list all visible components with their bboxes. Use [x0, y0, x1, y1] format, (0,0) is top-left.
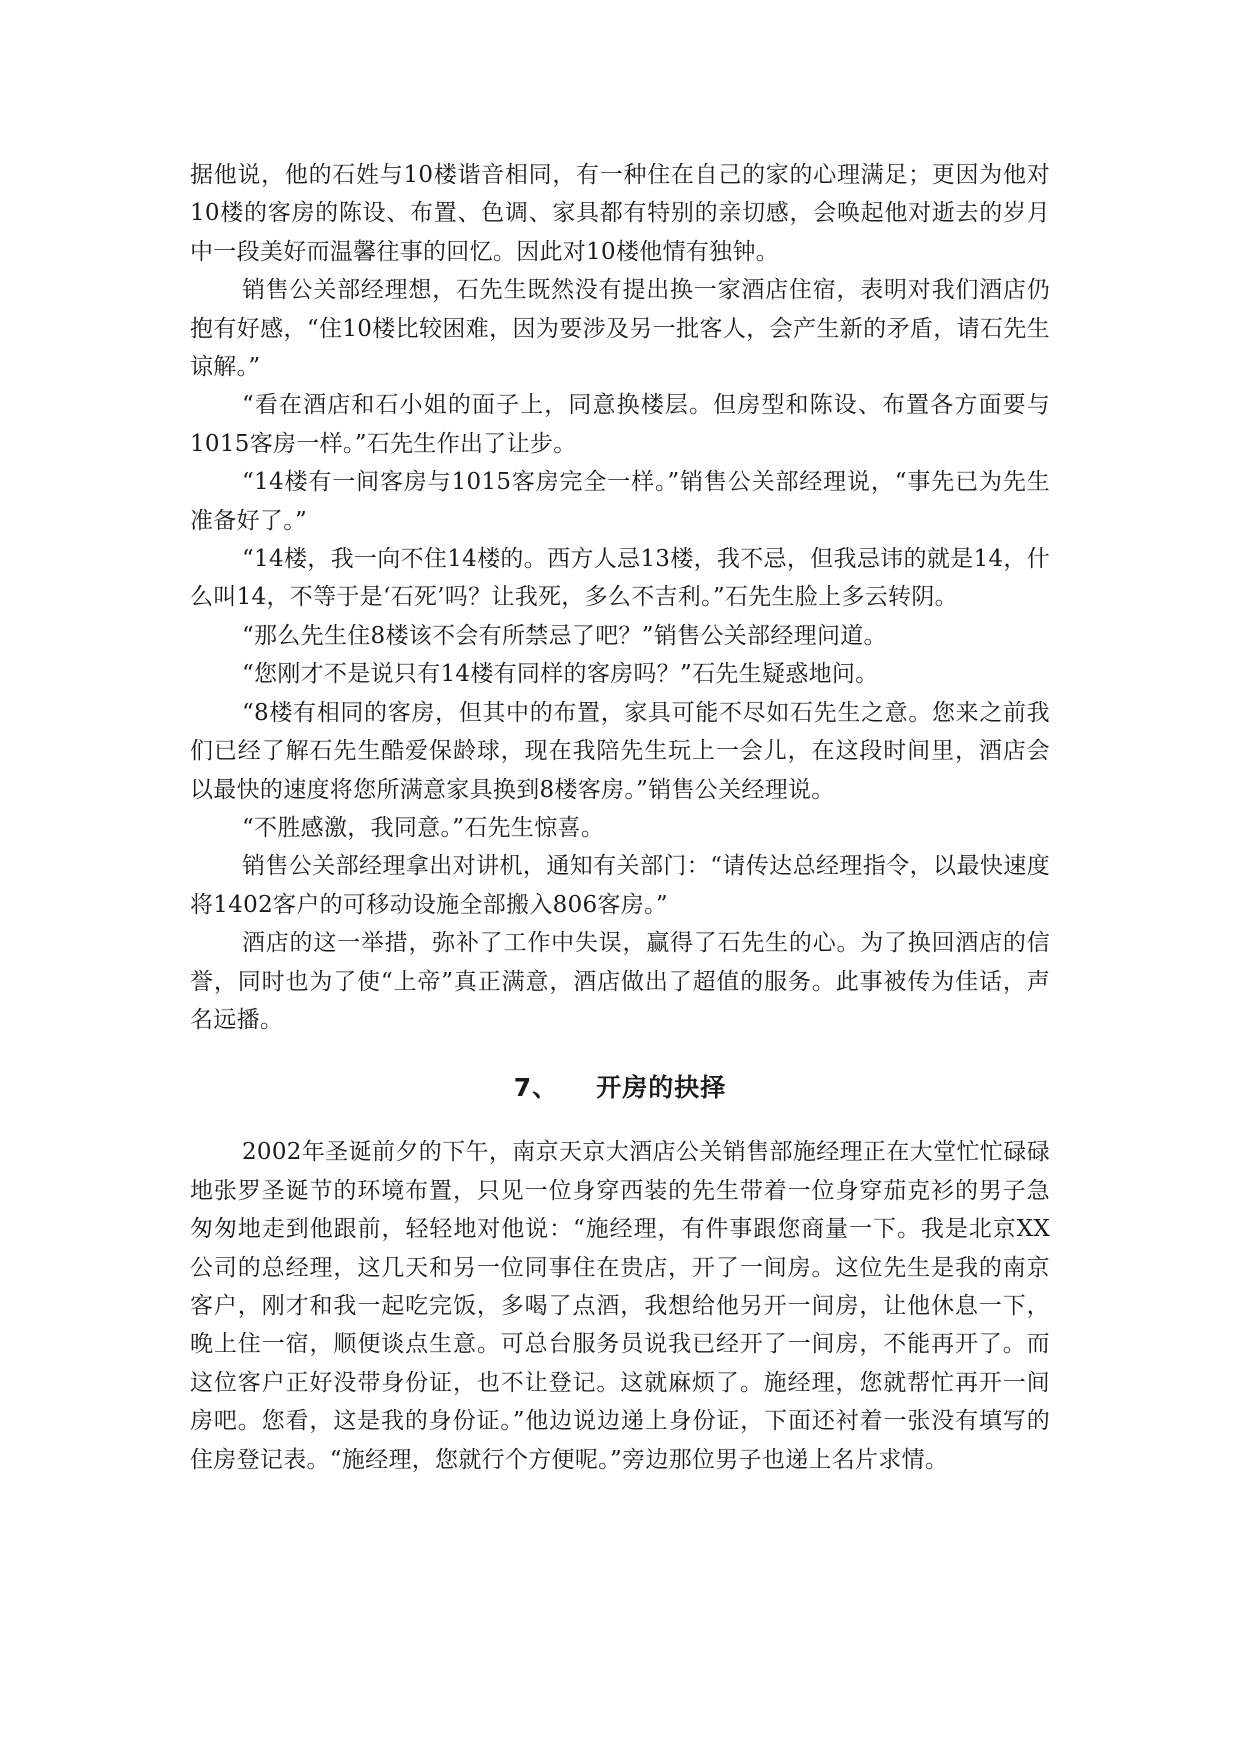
paragraph-2: 销售公关部经理想，石先生既然没有提出换一家酒店住宿，表明对我们酒店仍抱有好感，“住10楼比较困难，因为要涉及另一批客人，会产生新的矛盾，请石先生谅解。” — [190, 277, 1050, 381]
paragraph-11: 酒店的这一举措，弥补了工作中失误，赢得了石先生的心。为了换回酒店的信誉，同时也为了使“上帝”真正满意，酒店做出了超值的服务。此事被传为佳话，声名远播。 — [190, 930, 1050, 1033]
paragraph-12: 2002年圣诞前夕的下午，南京天京大酒店公关销售部施经理正在大堂忙忙碌碌地张罗圣诞节的环境布置，只见一位身穿西装的先生带着一位身穿茄克衫的男子急匆匆地走到他跟前，轻轻地对他说：“施经理，有件事跟您商量一下。我是北京XX公司的总经理，这几天和另一位同事住在贵店，开了一间房。这位先生是我的南京客户，刚才和我一起吃完饭，多喝了点酒，我想给他另开一间房，让他休息一下，晚上住一宿，顺便谈点生意。可总台服务员说我已经开了一间房，不能再开了。而这位客户正好没带身份证，也不让登记。这就麻烦了。施经理，您就帮忙再开一间房吧。您看，这是我的身份证。”他边说边递上身份证，下面还衬着一张没有填写的住房登记表。“施经理，您就行个方便呢。”旁边那位男子也递上名片求情。 — [190, 1139, 1050, 1473]
section-number: 7、 — [513, 1073, 559, 1103]
paragraph-9: “不胜感激，我同意。”石先生惊喜。 — [242, 814, 605, 841]
paragraph-8: “8楼有相同的客房，但其中的布置，家具可能不尽如石先生之意。您来之前我们已经了解石先生酷爱保龄球，现在我陪先生玩上一会儿，在这段时间里，酒店会以最快的速度将您所满意家具换到8楼客房。”销售公关经理说。 — [190, 699, 1050, 803]
section-title: 开房的抉择 — [596, 1073, 727, 1103]
paragraph-6: “那么先生住8楼该不会有所禁忌了吧？”销售公关部经理问道。 — [242, 622, 887, 649]
section-heading — [190, 1069, 1050, 1107]
page-content — [190, 156, 1050, 1479]
paragraph-1: 据他说，他的石姓与10楼谐音相同，有一种住在自己的家的心理满足；更因为他对10楼的客房的陈设、布置、色调、家具都有特别的亲切感，会唤起他对逝去的岁月中一段美好而温馨往事的回忆。因此对10楼他情有独钟。 — [190, 162, 1050, 265]
paragraph-5: “14楼，我一向不住14楼的。西方人忌13楼，我不忌，但我忌讳的就是14，什么叫14，不等于是‘石死’吗？让我死，多么不吉利。”石先生脸上多云转阴。 — [190, 546, 1050, 611]
paragraph-7: “您刚才不是说只有14楼有同样的客房吗？”石先生疑惑地问。 — [242, 661, 879, 688]
paragraph-4: “14楼有一间客房与1015客房完全一样。”销售公关部经理说，“事先已为先生准备好了。” — [190, 469, 1050, 534]
paragraph-3: “看在酒店和石小姐的面子上，同意换楼层。但房型和陈设、布置各方面要与1015客房一样。”石先生作出了让步。 — [190, 392, 1050, 457]
paragraph-10: 销售公关部经理拿出对讲机，通知有关部门：“请传达总经理指令，以最快速度将1402客户的可移动设施全部搬入806客房。” — [190, 853, 1050, 918]
